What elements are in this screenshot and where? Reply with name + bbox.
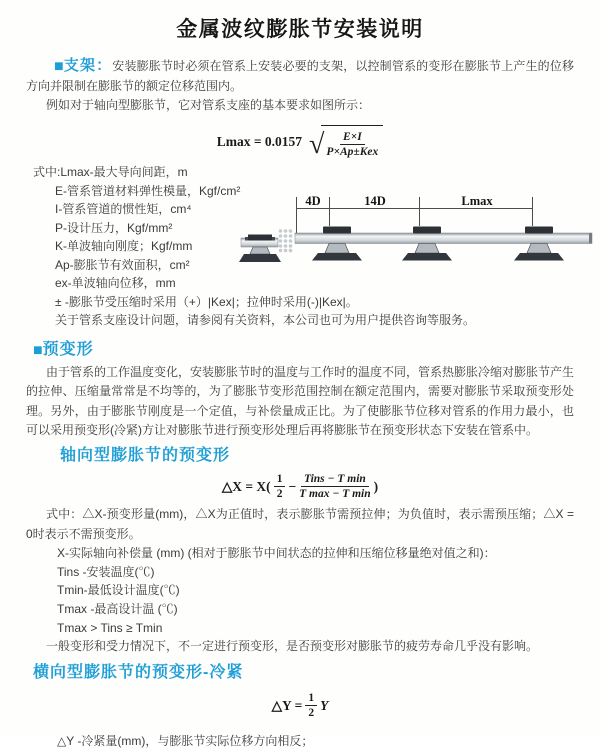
axial-footer-line: 一般变形和受力情况下，不一定进行预变形，是否预变形对膨胀节的疲劳寿命几乎没有影响。 xyxy=(46,639,539,654)
preform-heading-label: 预变形 xyxy=(42,340,94,358)
axial-params-list xyxy=(0,544,600,637)
param-item: Tmax > Tins ≥ Tmin xyxy=(57,620,163,635)
param-item: Tmax -最高设计温 (℃) xyxy=(57,602,178,617)
main-pipe xyxy=(295,233,592,244)
one-half-fraction xyxy=(274,473,286,502)
support-intro-text: 安装膨胀节时必须在管系上安装必要的支架，以控制管系的变形在膨胀节上产生的位移方向并限制在膨胀节的额定位移范围内。 xyxy=(26,59,574,93)
axial-subheading: 轴向型膨胀节的预变形 xyxy=(60,446,231,464)
definition-item: P-设计压力，Kgf/mm² xyxy=(55,220,173,235)
support-example-line: 例如对于轴向型膨胀节，它对管系支座的基本要求如图所示： xyxy=(46,98,371,112)
lateral-formula-rhs: Y xyxy=(320,698,329,714)
axial-note-paragraph: 式中：△X-预变形量(mm)，△X为正值时，表示膨胀节需预拉伸；为负值时，表示需预压缩；△X = 0时表示不需预变形。 xyxy=(26,507,574,541)
param-item: Tmin-最低设计温度(℃) xyxy=(57,583,180,598)
lmax-fraction xyxy=(326,131,378,160)
one-half-fraction xyxy=(305,692,317,721)
lateral-subheading: 横向型膨胀节的预变形-冷紧 xyxy=(33,663,244,681)
axial-formula-lhs: △X = X( xyxy=(221,478,271,494)
fraction-numerator: 1 xyxy=(305,692,317,707)
lmax-formula-coef: Lmax = 0.0157 xyxy=(216,133,303,149)
pipe-end-cap xyxy=(589,233,592,244)
definition-item: ex-单波轴向位移，mm xyxy=(55,276,176,291)
preform-section-heading xyxy=(33,340,600,361)
axial-formula-rhs: ) xyxy=(373,478,379,494)
section-marker-icon: ■ xyxy=(54,58,64,75)
fraction-numerator: Tins − T min xyxy=(301,473,369,488)
lateral-formula-lhs: △Y = xyxy=(271,698,303,714)
support-section-heading: 支架： xyxy=(63,57,113,74)
page-title: 金属波纹膨胀节安装说明 xyxy=(176,18,424,41)
dim-label-14d: 14D xyxy=(364,194,386,208)
fraction-denominator: 2 xyxy=(276,487,283,500)
axial-formula xyxy=(0,473,600,502)
definition-item: I-管系管道的惯性矩，cm⁴ xyxy=(55,202,192,217)
fraction-numerator: 1 xyxy=(274,473,286,488)
sqrt-sign: √ xyxy=(309,128,325,160)
anchor-support xyxy=(239,235,281,263)
section-marker-icon: ■ xyxy=(33,341,43,359)
param-item: X-实际轴向补偿量 (mm) (相对于膨胀节中间状态的拉伸和压缩位移量绝对值之和)： xyxy=(57,546,496,561)
pipe-support-diagram xyxy=(239,192,595,287)
lateral-note-line: △Y -冷紧量(mm)，与膨胀节实际位移方向相反； xyxy=(57,734,314,749)
fraction-denominator: 2 xyxy=(308,706,315,719)
bellows-icon xyxy=(279,229,293,252)
definition-item: K-单波轴向刚度；Kgf/mm xyxy=(55,239,193,254)
param-item: Tins -安装温度(℃) xyxy=(57,564,155,579)
minus-sign: − xyxy=(288,478,297,494)
dim-label-lmax: Lmax xyxy=(461,194,493,208)
lmax-fraction-numerator: E×I xyxy=(340,131,365,146)
definition-item: ± -膨胀节受压缩时采用（+）|Kex|；拉伸时采用(-)|Kex|。 xyxy=(55,294,358,309)
lmax-fraction-denominator: P×Ap±Kex xyxy=(326,145,379,158)
dim-label-4d: 4D xyxy=(305,194,321,208)
preform-body-paragraph: 由于管系的工作温度变化，安装膨胀节时的温度与工作时的温度不同，管系热膨胀冷缩对膨胀节产生的拉伸、压缩量常常是不均等的，为了膨胀节变形范围控制在额定范围内，需要对膨胀节采取预变形处理。另外，由于膨胀节刚度是一个定值，与补偿量成正比。为了使膨胀节位移对管系的作用力最小，也可以采用预变形(冷紧)方让对膨胀节进行预变形处理后再将膨胀节在预变形状态下安装在管系中。 xyxy=(26,364,575,438)
support-intro-paragraph xyxy=(26,56,574,96)
lmax-formula xyxy=(0,125,600,160)
definition-item: Ap-膨胀节有效面积，cm² xyxy=(55,257,190,272)
fraction-denominator: T max − T min xyxy=(299,487,371,500)
sqrt-radical xyxy=(309,125,383,160)
temperature-fraction xyxy=(299,473,371,502)
definition-item: E-管系管道材料弹性模量，Kgf/cm² xyxy=(55,183,241,198)
lateral-formula xyxy=(0,692,600,721)
definition-item: 式中:Lmax-最大导向间距，m xyxy=(33,165,188,180)
sqrt-radicand xyxy=(321,125,383,160)
definition-item: 关于管系支座设计问题，请参阅有关资料，本公司也可为用户提供咨询等服务。 xyxy=(55,313,476,328)
